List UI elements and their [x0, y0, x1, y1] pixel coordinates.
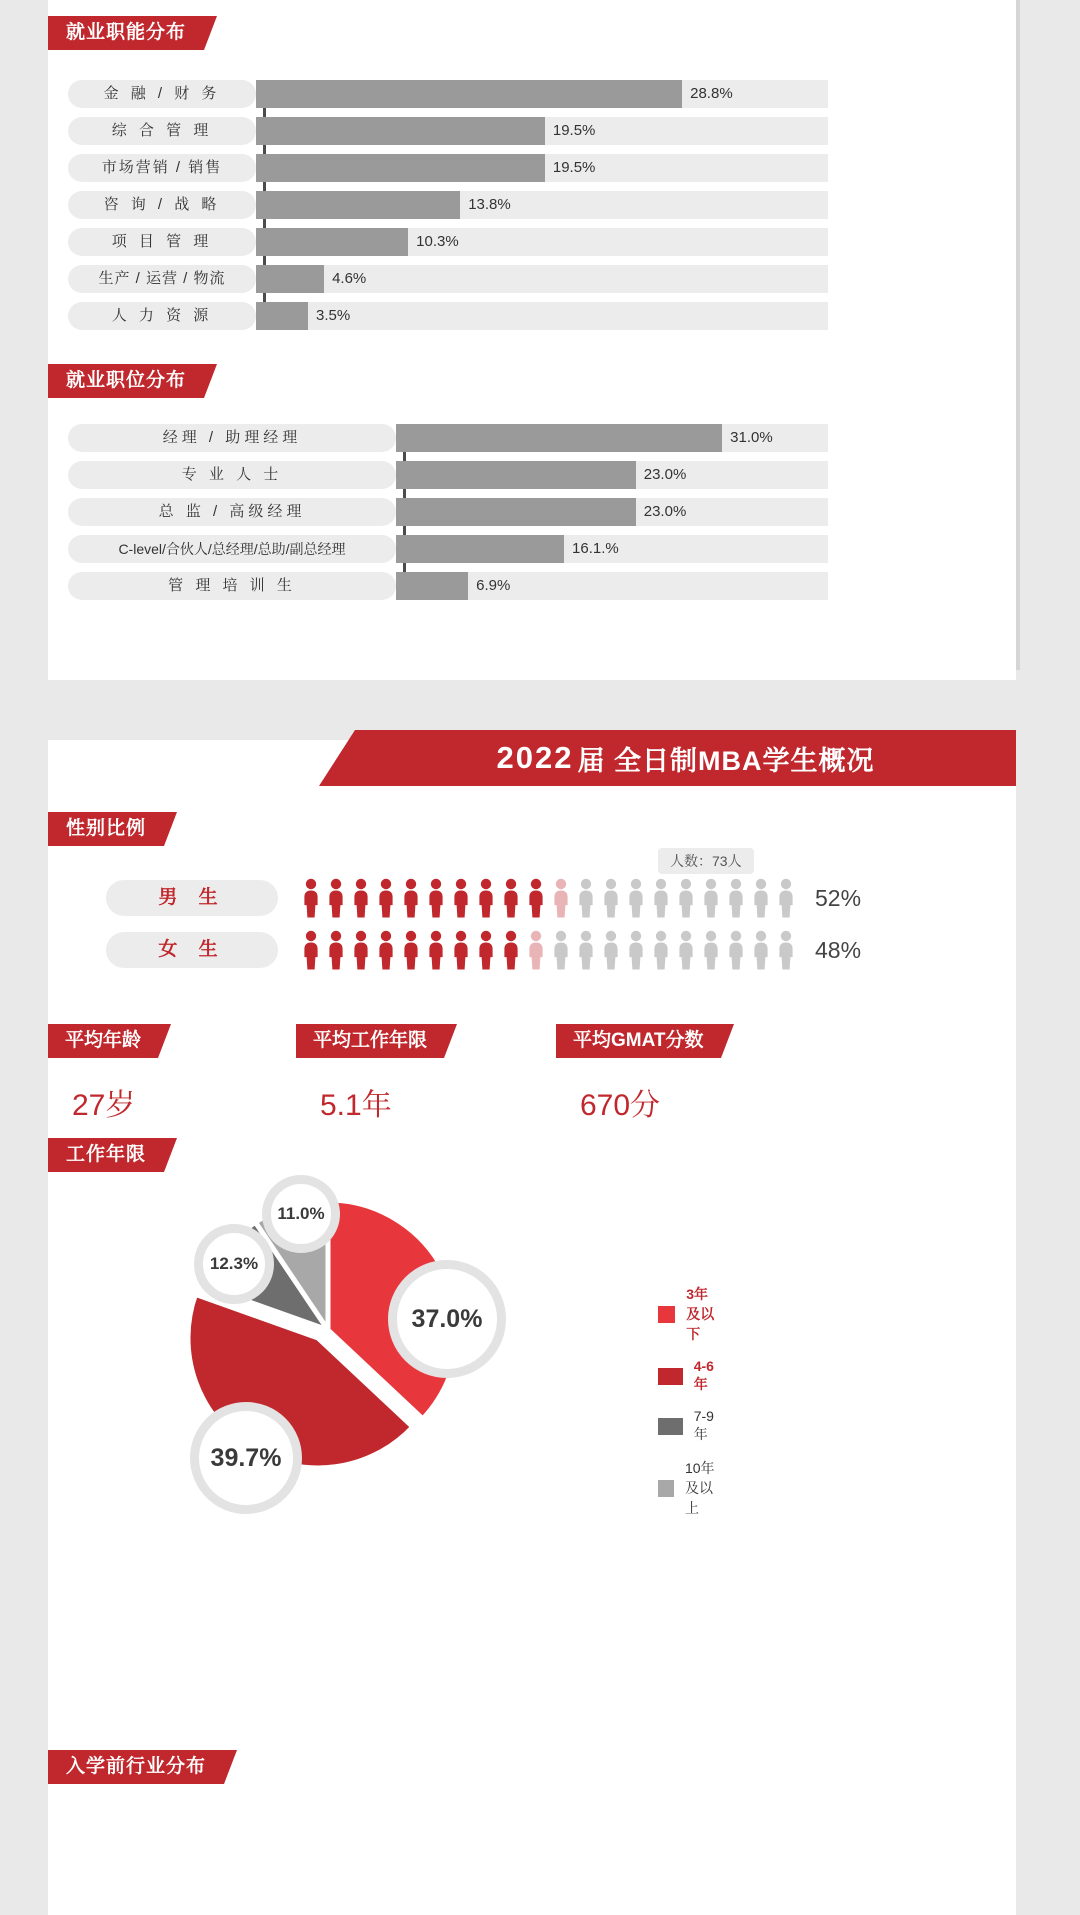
- pie-callout-4-6: 39.7%: [190, 1402, 302, 1514]
- pie-callout-10-plus: 11.0%: [262, 1175, 340, 1253]
- legend-label: 7-9年: [693, 1408, 714, 1442]
- pie-legend: [658, 1284, 719, 1532]
- list-item: [106, 878, 861, 918]
- person-icon: [575, 930, 597, 970]
- person-icon: [700, 930, 722, 970]
- person-icon: [400, 878, 422, 918]
- person-icon: [600, 878, 622, 918]
- bar-track: [256, 302, 828, 330]
- person-icon: [550, 930, 572, 970]
- person-icon: [475, 878, 497, 918]
- stat-label: 平均工作年限: [296, 1024, 444, 1058]
- bar-value: 4.6%: [332, 270, 367, 287]
- bar-fill: [396, 498, 636, 526]
- banner-text: 届 全日制MBA学生概况: [577, 745, 875, 776]
- section-title-function: [48, 16, 204, 50]
- table-row: [68, 154, 828, 182]
- person-icon: [775, 878, 797, 918]
- person-icon: [425, 930, 447, 970]
- chart-position-distribution: [68, 424, 828, 609]
- bar-label: 项 目 管 理: [68, 228, 256, 256]
- bar-fill: [256, 302, 308, 330]
- person-icon: [775, 930, 797, 970]
- person-icon: [625, 930, 647, 970]
- stat-average-work-years: [296, 1024, 556, 1124]
- stat-value: 670分: [580, 1089, 661, 1122]
- person-icon: [675, 878, 697, 918]
- bar-value: 19.5%: [552, 159, 596, 176]
- table-row: [68, 80, 828, 108]
- table-row: [68, 535, 828, 563]
- stat-average-age: [48, 1024, 296, 1124]
- bar-fill: [256, 117, 545, 145]
- bar-track: [256, 265, 828, 293]
- person-icon: [725, 930, 747, 970]
- employment-card: [48, 0, 1016, 680]
- gender-label-male: 男 生: [106, 880, 278, 916]
- bar-value: 19.5%: [552, 122, 596, 139]
- bar-value: 28.8%: [690, 85, 733, 102]
- table-row: [68, 498, 828, 526]
- person-icon: [675, 930, 697, 970]
- bar-track: [256, 80, 828, 108]
- table-row: [68, 572, 828, 600]
- chart-gender-ratio: [106, 878, 861, 982]
- stat-label: 平均GMAT分数: [556, 1024, 721, 1058]
- table-row: [68, 461, 828, 489]
- section-title-work-years-label: 工作年限: [48, 1138, 164, 1172]
- section-title-gender-label: 性别比例: [48, 812, 164, 846]
- pie-callout-7-9: 12.3%: [194, 1224, 274, 1304]
- person-icon: [575, 878, 597, 918]
- bar-label: 专 业 人 士: [68, 461, 396, 489]
- section-title-work-years: [48, 1138, 164, 1172]
- stat-value: 27岁: [72, 1089, 136, 1122]
- legend-label: 3年及以下: [686, 1286, 715, 1342]
- person-icon: [625, 878, 647, 918]
- person-icon: [350, 930, 372, 970]
- bar-fill: [396, 424, 722, 452]
- bar-value: 16.1.%: [572, 540, 619, 557]
- stat-average-gmat: [556, 1024, 856, 1124]
- person-icon: [450, 930, 472, 970]
- section-title-gender: [48, 812, 164, 846]
- bar-label: 市场营销 / 销售: [68, 154, 256, 182]
- person-icon: [750, 930, 772, 970]
- legend-swatch-icon: [658, 1480, 674, 1497]
- bar-label: 人 力 资 源: [68, 302, 256, 330]
- chart-function-distribution: [68, 80, 828, 339]
- person-icon: [475, 930, 497, 970]
- bar-track: [396, 535, 828, 563]
- table-row: [68, 191, 828, 219]
- person-icon: [750, 878, 772, 918]
- legend-label: 4-6年: [693, 1358, 714, 1392]
- person-icon: [425, 878, 447, 918]
- pictogram-female: [300, 930, 797, 970]
- bar-fill: [256, 265, 324, 293]
- bar-fill: [256, 154, 545, 182]
- person-icon: [500, 878, 522, 918]
- person-icon: [300, 878, 322, 918]
- person-icon: [450, 878, 472, 918]
- bar-track: [256, 191, 828, 219]
- legend-swatch-icon: [658, 1368, 683, 1385]
- bar-track: [256, 117, 828, 145]
- legend-item: [658, 1408, 719, 1444]
- bar-fill: [256, 191, 460, 219]
- legend-swatch-icon: [658, 1306, 675, 1323]
- page-title: [355, 730, 1016, 786]
- person-icon: [300, 930, 322, 970]
- stats-row: [48, 998, 1016, 1124]
- pie-callout-3-or-less: 37.0%: [388, 1260, 506, 1378]
- person-icon: [325, 878, 347, 918]
- section-title-industry: [48, 1750, 224, 1784]
- bar-label: 金 融 / 财 务: [68, 80, 256, 108]
- section-title-position-label: 就业职位分布: [48, 364, 204, 398]
- bar-track: [396, 424, 828, 452]
- table-row: [68, 265, 828, 293]
- person-icon: [375, 878, 397, 918]
- bar-fill: [256, 228, 408, 256]
- gender-value-male: 52%: [815, 884, 862, 911]
- legend-item: [658, 1458, 719, 1518]
- table-row: [68, 117, 828, 145]
- bar-value: 3.5%: [316, 307, 351, 324]
- bar-label: 管 理 培 训 生: [68, 572, 396, 600]
- bar-track: [256, 154, 828, 182]
- bar-label: C-level/合伙人/总经理/总助/副总经理: [68, 535, 396, 563]
- person-icon: [650, 878, 672, 918]
- bar-value: 6.9%: [476, 577, 511, 594]
- stat-value: 5.1年: [320, 1089, 392, 1122]
- person-icon: [500, 930, 522, 970]
- section-title-industry-label: 入学前行业分布: [48, 1750, 224, 1784]
- bar-value: 31.0%: [730, 429, 773, 446]
- gender-value-female: 48%: [815, 936, 862, 963]
- bar-track: [396, 461, 828, 489]
- table-row: [68, 228, 828, 256]
- person-icon: [375, 930, 397, 970]
- person-icon: [650, 930, 672, 970]
- student-count: 人数：73人: [658, 848, 754, 874]
- bar-fill: [396, 535, 564, 563]
- legend-swatch-icon: [658, 1418, 683, 1435]
- bar-track: [256, 228, 828, 256]
- person-icon: [400, 930, 422, 970]
- bar-fill: [396, 572, 468, 600]
- person-icon: [600, 930, 622, 970]
- chart-work-years-pie: [118, 1180, 715, 1516]
- person-icon: [350, 878, 372, 918]
- legend-label: 10年及以上: [684, 1460, 715, 1516]
- person-icon: [700, 878, 722, 918]
- section-title-function-label: 就业职能分布: [48, 16, 204, 50]
- bar-value: 23.0%: [643, 503, 687, 520]
- table-row: [68, 424, 828, 452]
- bar-label: 生产 / 运营 / 物流: [68, 265, 256, 293]
- bar-value: 23.0%: [643, 466, 687, 483]
- pictogram-male: [300, 878, 797, 918]
- student-profile-card: [48, 740, 1016, 1915]
- person-icon: [550, 878, 572, 918]
- bar-label: 综 合 管 理: [68, 117, 256, 145]
- bar-fill: [396, 461, 636, 489]
- section-title-position: [48, 364, 204, 398]
- table-row: [68, 302, 828, 330]
- bar-track: [396, 498, 828, 526]
- bar-label: 咨 询 / 战 略: [68, 191, 256, 219]
- list-item: [106, 930, 861, 970]
- person-icon: [525, 930, 547, 970]
- legend-item: [658, 1358, 719, 1394]
- bar-label: 总 监 / 高级经理: [68, 498, 396, 526]
- legend-item: [658, 1284, 719, 1344]
- bar-value: 13.8%: [468, 196, 511, 213]
- bar-track: [396, 572, 828, 600]
- banner-year: 2022: [496, 740, 574, 775]
- bar-label: 经理 / 助理经理: [68, 424, 396, 452]
- bar-fill: [256, 80, 682, 108]
- person-icon: [525, 878, 547, 918]
- bar-value: 10.3%: [416, 233, 459, 250]
- stat-label: 平均年龄: [48, 1024, 158, 1058]
- status-badge: [658, 848, 754, 874]
- person-icon: [325, 930, 347, 970]
- person-icon: [725, 878, 747, 918]
- gender-label-female: 女 生: [106, 932, 278, 968]
